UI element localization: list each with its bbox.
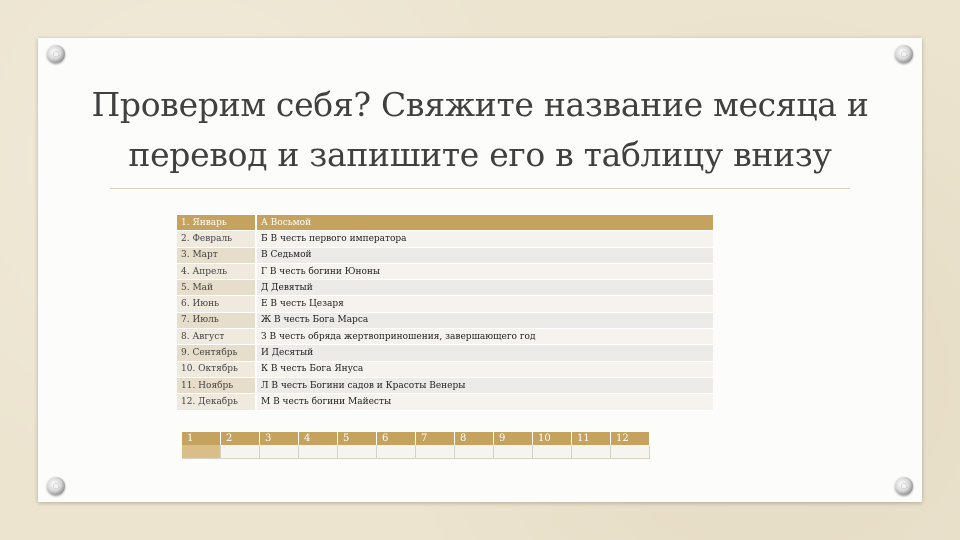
table-row (177, 362, 713, 378)
meaning-cell: К В честь Бога Януса (257, 362, 713, 378)
answer-input-row (182, 445, 650, 459)
table-row (177, 378, 713, 394)
answer-header-cell: 7 (416, 432, 455, 445)
answer-cell[interactable] (299, 445, 338, 459)
meaning-cell: В Седьмой (257, 248, 713, 264)
answer-cell[interactable] (533, 445, 572, 459)
table-row (177, 280, 713, 296)
answer-header-cell: 10 (533, 432, 572, 445)
table-row (177, 313, 713, 329)
matching-table (177, 215, 713, 411)
month-cell: 3. Март (177, 248, 257, 264)
month-cell: 1. Январь (177, 215, 257, 231)
answer-header-cell: 5 (338, 432, 377, 445)
table-row (177, 394, 713, 410)
meaning-cell: З В честь обряда жертвоприношения, завершающего год (257, 329, 713, 345)
month-cell: 8. Август (177, 329, 257, 345)
pushpin-icon (895, 477, 913, 495)
month-cell: 2. Февраль (177, 231, 257, 247)
month-cell: 5. Май (177, 280, 257, 296)
month-cell: 6. Июнь (177, 296, 257, 312)
answer-header-cell: 1 (182, 432, 221, 445)
month-cell: 10. Октябрь (177, 362, 257, 378)
answer-cell[interactable] (494, 445, 533, 459)
answer-cell[interactable] (416, 445, 455, 459)
slide-title: Проверим себя? Свяжите название месяца и перевод и запишите его в таблицу внизу (91, 85, 869, 174)
meaning-cell: А Восьмой (257, 215, 713, 231)
table-row (177, 296, 713, 312)
answer-header-cell: 6 (377, 432, 416, 445)
answer-cell[interactable] (221, 445, 260, 459)
answer-cell[interactable] (611, 445, 650, 459)
answer-header-cell: 8 (455, 432, 494, 445)
meaning-cell: Л В честь Богини садов и Красоты Венеры (257, 378, 713, 394)
answer-cell[interactable] (572, 445, 611, 459)
table-row (177, 248, 713, 264)
answer-header-cell: 3 (260, 432, 299, 445)
title-divider (110, 188, 850, 189)
answer-table (182, 432, 650, 459)
month-cell: 12. Декабрь (177, 394, 257, 410)
meaning-cell: Е В честь Цезаря (257, 296, 713, 312)
answer-header-cell: 4 (299, 432, 338, 445)
meaning-cell: Б В честь первого императора (257, 231, 713, 247)
table-row (177, 264, 713, 280)
answer-cell[interactable] (338, 445, 377, 459)
table-row (177, 231, 713, 247)
month-cell: 4. Апрель (177, 264, 257, 280)
meaning-cell: Г В честь богини Юноны (257, 264, 713, 280)
meaning-cell: И Десятый (257, 345, 713, 361)
pushpin-icon (895, 45, 913, 63)
month-cell: 11. Ноябрь (177, 378, 257, 394)
answer-header-cell: 9 (494, 432, 533, 445)
answer-header-cell: 2 (221, 432, 260, 445)
table-row (177, 329, 713, 345)
table-row (177, 345, 713, 361)
meaning-cell: М В честь богини Майесты (257, 394, 713, 410)
meaning-cell: Д Девятый (257, 280, 713, 296)
month-cell: 7. Июль (177, 313, 257, 329)
answer-header-row (182, 432, 650, 445)
meaning-cell: Ж В честь Бога Марса (257, 313, 713, 329)
month-cell: 9. Сентябрь (177, 345, 257, 361)
answer-header-cell: 11 (572, 432, 611, 445)
answer-header-cell: 12 (611, 432, 650, 445)
answer-cell[interactable] (182, 445, 221, 459)
answer-cell[interactable] (455, 445, 494, 459)
pushpin-icon (47, 477, 65, 495)
table-row (177, 215, 713, 231)
answer-cell[interactable] (377, 445, 416, 459)
pushpin-icon (47, 45, 65, 63)
answer-cell[interactable] (260, 445, 299, 459)
